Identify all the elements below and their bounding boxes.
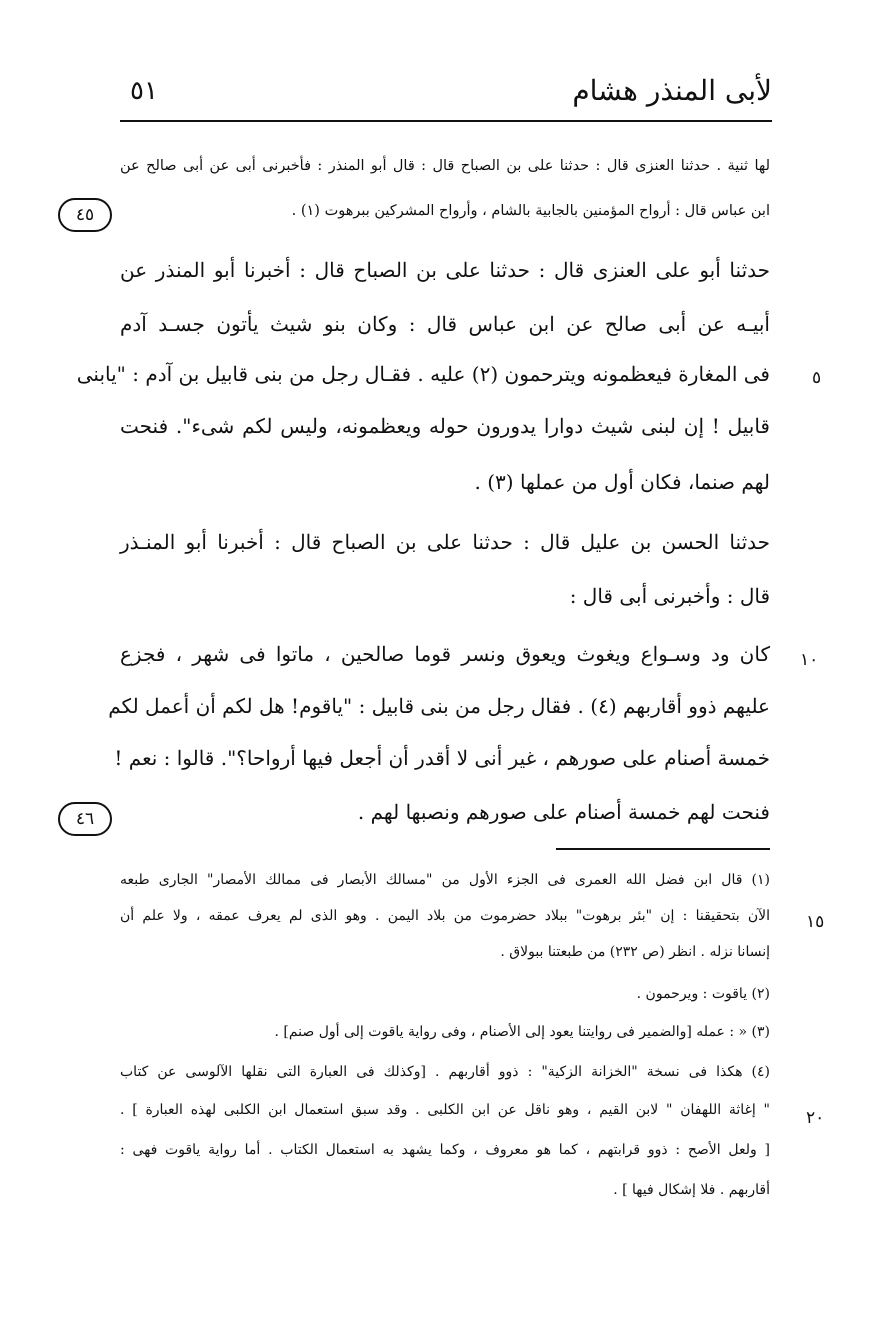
line-number: ٢٠ — [806, 1108, 825, 1128]
text-line: حدثنا أبو على العنزى قال : حدثنا على بن الصباح قال : أخبرنا أبو المنذر عن — [120, 258, 770, 282]
text-line: فى المغارة فيعظمونه ويترحمون (٢) عليه . فقـال رجل من بنى قابيل بن آدم : "يابنى — [76, 362, 770, 386]
footnote-line: [ ولعل الأصح : ذوو قرابتهم ، كما هو معروف ، وكما يشهد به استعمال الكتاب . أما رواية ياقوت فهى : — [120, 1142, 770, 1158]
footnote-line: أقاربهم . فلا إشكال فيها ] . — [613, 1182, 770, 1198]
line-number: ١٠ — [800, 650, 819, 670]
text-line: كان ود وسـواع ويغوث ويعوق ونسر قوما صالحين ، ماتوا فى شهر ، فجزع — [120, 642, 770, 666]
footnote-divider — [556, 848, 770, 850]
text-line: قال : وأخبرنى أبى قال : — [569, 584, 770, 608]
footnote-line: (٢) ياقوت : ويرحمون . — [636, 986, 770, 1002]
footnote-line: (٤) هكذا فى نسخة "الخزانة الزكية" : ذوو أقاربهم . [وكذلك فى العبارة التى نقلها الآلوسى عن كتاب — [120, 1064, 770, 1080]
intro-line: ابن عباس قال : أرواح المؤمنين بالجابية بالشام ، وأرواح المشركين ببرهوت (١) . — [291, 203, 770, 219]
line-number: ٥ — [812, 368, 822, 388]
header-divider — [120, 120, 772, 122]
footnote-line: إنسانا نزله . انظر (ص ٢٣٢) من طبعتنا ببولاق . — [500, 944, 770, 960]
page-number: ٥١ — [130, 76, 158, 106]
text-line: لهم صنما، فكان أول من عملها (٣) . — [474, 470, 770, 494]
text-line: خمسة أصنام على صورهم ، غير أنى لا أقدر أن أجعل فيها أرواحا؟". قالوا : نعم ! — [114, 746, 770, 770]
line-number: ١٥ — [806, 912, 825, 932]
footnote-line: الآن بتحقيقنا : إن "بئر برهوت" ببلاد حضرموت من بلاد اليمن . وهو الذى لم يعرف عمقه ، ولا علم أن — [120, 908, 770, 924]
text-line: أبيـه عن أبى صالح عن ابن عباس قال : وكان بنو شيث يأتون جسـد آدم — [120, 312, 770, 336]
footnote-line: " إغاثة اللهفان " لابن القيم ، وهو ناقل عن ابن الكلبى . وقد سبق استعمال ابن الكلبى لهذه العبارة ] . — [120, 1102, 770, 1118]
page-reference-badge: ٤٥ — [58, 198, 112, 232]
page-reference-badge: ٤٦ — [58, 802, 112, 836]
running-header — [120, 70, 772, 118]
text-line: حدثنا الحسن بن عليل قال : حدثنا على بن الصباح قال : أخبرنا أبو المنـذر — [120, 530, 770, 554]
page-title: لأبى المنذر هشام — [572, 74, 772, 107]
text-line: فنحت لهم خمسة أصنام على صورهم ونصبها لهم . — [357, 800, 770, 824]
footnote-line: (١) قال ابن فضل الله العمرى فى الجزء الأول من "مسالك الأبصار فى ممالك الأمصار" الجارى طبعه — [120, 872, 770, 888]
text-line: قابيل ! إن لبنى شيث دوارا يدورون حوله ويعظمونه، وليس لكم شىء". فنحت — [120, 414, 770, 438]
text-line: عليهم ذوو أقاربهم (٤) . فقال رجل من بنى قابيل : "ياقوم! هل لكم أن أعمل لكم — [108, 694, 770, 718]
footnote-line: (٣) « : عمله [والضمير فى روايتنا يعود إلى الأصنام ، وفى رواية ياقوت إلى أول صنم] . — [274, 1024, 770, 1040]
intro-line: لها ثنية . حدثنا العنزى قال : حدثنا على بن الصباح قال : قال أبو المنذر : فأخبرنى أبى عن أبى صالح عن — [120, 158, 770, 174]
